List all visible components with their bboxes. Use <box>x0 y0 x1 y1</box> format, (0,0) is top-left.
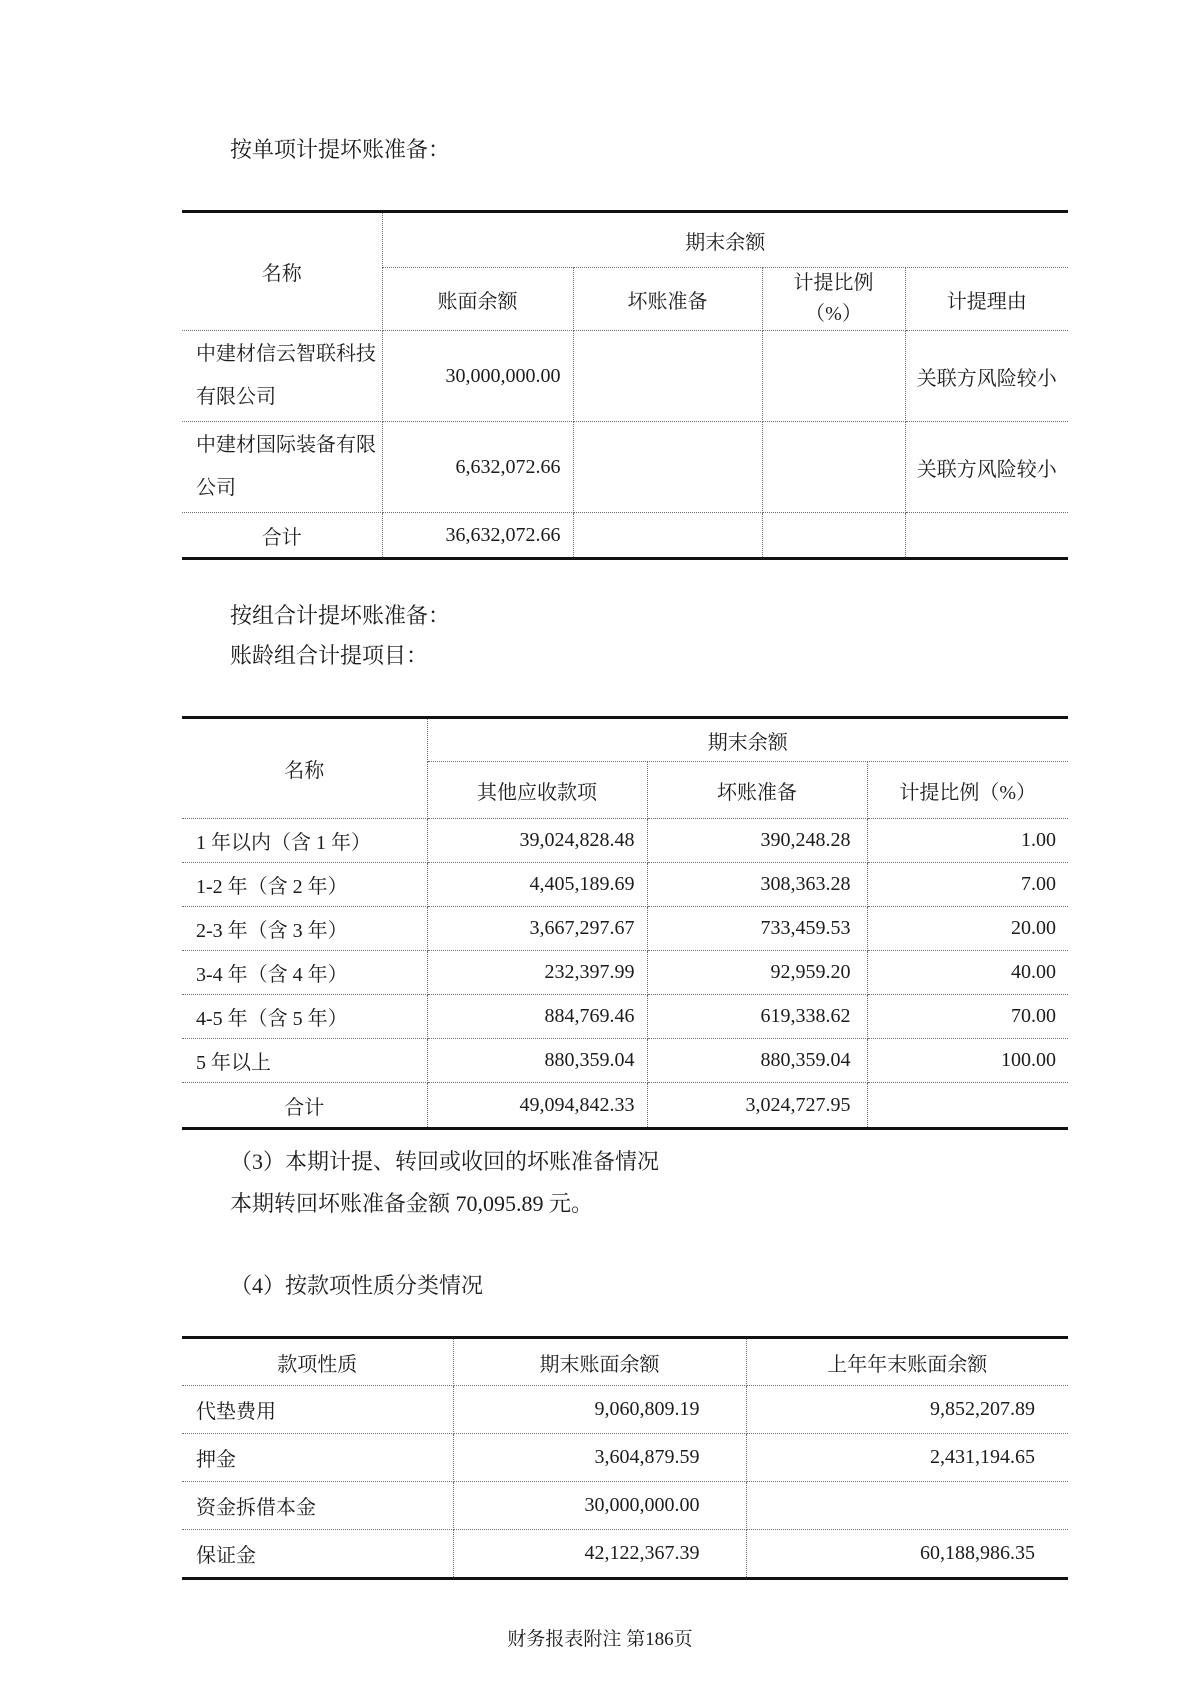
bad-debt-cell: 880,359.04 <box>647 1039 867 1083</box>
ratio-cell: 20.00 <box>867 907 1068 951</box>
bad-debt-cell: 308,363.28 <box>647 863 867 907</box>
col-header-period-end-balance: 期末余额 <box>427 718 1068 762</box>
prior-balance-cell: 2,431,194.65 <box>746 1434 1068 1482</box>
total-book-balance-cell: 36,632,072.66 <box>382 513 573 559</box>
ratio-cell: 100.00 <box>867 1039 1068 1083</box>
total-label-cell: 合计 <box>182 513 382 559</box>
aging-band-cell: 5 年以上 <box>182 1039 427 1083</box>
ratio-cell: 7.00 <box>867 863 1068 907</box>
col-header-bad-debt-provision: 坏账准备 <box>573 268 762 331</box>
col-header-period-end-balance: 期末余额 <box>382 212 1068 268</box>
item3-title: （3）本期计提、转回或收回的坏账准备情况 <box>230 1149 660 1174</box>
nature-cell: 保证金 <box>182 1530 453 1579</box>
table-row <box>182 331 1068 422</box>
bad-debt-cell: 390,248.28 <box>647 819 867 863</box>
table-row <box>182 951 1068 995</box>
heading-aging-group: 账龄组合计提项目： <box>230 643 429 668</box>
closing-balance-cell: 9,060,809.19 <box>453 1386 746 1434</box>
table-row <box>182 1482 1068 1530</box>
total-amount-cell: 49,094,842.33 <box>427 1083 647 1129</box>
receivable-amount-cell: 4,405,189.69 <box>427 863 647 907</box>
total-row <box>182 1083 1068 1129</box>
receivable-amount-cell: 884,769.46 <box>427 995 647 1039</box>
reason-cell: 关联方风险较小 <box>905 331 1068 422</box>
receivable-amount-cell: 3,667,297.67 <box>427 907 647 951</box>
aging-band-cell: 4-5 年（含 5 年） <box>182 995 427 1039</box>
col-header-bad-debt-provision: 坏账准备 <box>647 762 867 819</box>
aging-band-cell: 1 年以内（含 1 年） <box>182 819 427 863</box>
table-row <box>182 1530 1068 1579</box>
col-header-nature: 款项性质 <box>182 1338 453 1386</box>
aging-band-cell: 1-2 年（含 2 年） <box>182 863 427 907</box>
closing-balance-cell: 30,000,000.00 <box>453 1482 746 1530</box>
heading-group-provision: 按组合计提坏账准备： <box>230 603 451 628</box>
page-footer: 财务报表附注 第186页 <box>507 1629 693 1650</box>
prior-balance-cell: 60,188,986.35 <box>920 1542 1035 1564</box>
reason-cell: 关联方风险较小 <box>905 422 1068 513</box>
ratio-cell <box>762 422 905 513</box>
total-bad-debt-cell <box>573 513 762 559</box>
total-row <box>182 513 1068 559</box>
col-header-other-receivables: 其他应收款项 <box>427 762 647 819</box>
item3-body: 本期转回坏账准备金额 70,095.89 元。 <box>230 1191 594 1216</box>
bad-debt-cell: 619,338.62 <box>647 995 867 1039</box>
table-row <box>182 863 1068 907</box>
ratio-cell: 40.00 <box>867 951 1068 995</box>
individual-provision-table <box>182 210 1068 560</box>
total-ratio-cell <box>867 1083 1068 1129</box>
total-label-cell: 合计 <box>182 1083 427 1129</box>
nature-classification-table <box>182 1336 1068 1580</box>
nature-cell: 代垫费用 <box>182 1386 453 1434</box>
bad-debt-cell <box>573 422 762 513</box>
col-header-closing-balance: 期末账面余额 <box>453 1338 746 1386</box>
total-reason-cell <box>905 513 1068 559</box>
table-row <box>182 422 1068 513</box>
nature-cell: 押金 <box>182 1434 453 1482</box>
receivable-amount-cell: 232,397.99 <box>427 951 647 995</box>
aging-band-cell: 3-4 年（含 4 年） <box>182 951 427 995</box>
col-header-prior-year-balance: 上年年末账面余额 <box>746 1338 1068 1386</box>
book-balance-cell: 30,000,000.00 <box>382 331 573 422</box>
prior-balance-cell: 9,852,207.89 <box>746 1386 1068 1434</box>
prior-balance-cell <box>746 1482 1068 1530</box>
ratio-cell: 70.00 <box>867 995 1068 1039</box>
item4-title: （4）按款项性质分类情况 <box>230 1273 484 1298</box>
col-header-name: 名称 <box>182 718 427 819</box>
table-row <box>182 1386 1068 1434</box>
closing-balance-cell: 42,122,367.39 <box>453 1530 746 1579</box>
col-header-name: 名称 <box>182 212 382 331</box>
bad-debt-cell: 92,959.20 <box>647 951 867 995</box>
ratio-cell: 1.00 <box>867 819 1068 863</box>
table-row <box>182 819 1068 863</box>
provision-ratio-line1: 计提比例 <box>793 272 874 294</box>
closing-balance-cell: 3,604,879.59 <box>453 1434 746 1482</box>
aging-band-cell: 2-3 年（含 3 年） <box>182 907 427 951</box>
company-name-cell: 中建材国际装备有限公司 <box>182 422 382 513</box>
aging-provision-table <box>182 716 1068 1130</box>
col-header-provision-ratio: 计提比例（%） <box>867 762 1068 819</box>
provision-ratio-line2: （%） <box>805 303 862 325</box>
heading-individual-provision: 按单项计提坏账准备： <box>230 137 451 162</box>
table-row <box>182 995 1068 1039</box>
bad-debt-cell: 733,459.53 <box>647 907 867 951</box>
receivable-amount-cell: 39,024,828.48 <box>427 819 647 863</box>
col-header-provision-ratio <box>762 268 905 331</box>
nature-cell: 资金拆借本金 <box>182 1482 453 1530</box>
company-name-cell: 中建材信云智联科技有限公司 <box>182 331 382 422</box>
total-bad-debt-cell: 3,024,727.95 <box>647 1083 867 1129</box>
receivable-amount-cell: 880,359.04 <box>427 1039 647 1083</box>
table-row <box>182 907 1068 951</box>
ratio-cell <box>762 331 905 422</box>
table-row <box>182 1434 1068 1482</box>
table-row <box>182 1039 1068 1083</box>
col-header-book-balance: 账面余额 <box>382 268 573 331</box>
total-ratio-cell <box>762 513 905 559</box>
book-balance-cell: 6,632,072.66 <box>382 422 573 513</box>
col-header-provision-reason: 计提理由 <box>905 268 1068 331</box>
bad-debt-cell <box>573 331 762 422</box>
